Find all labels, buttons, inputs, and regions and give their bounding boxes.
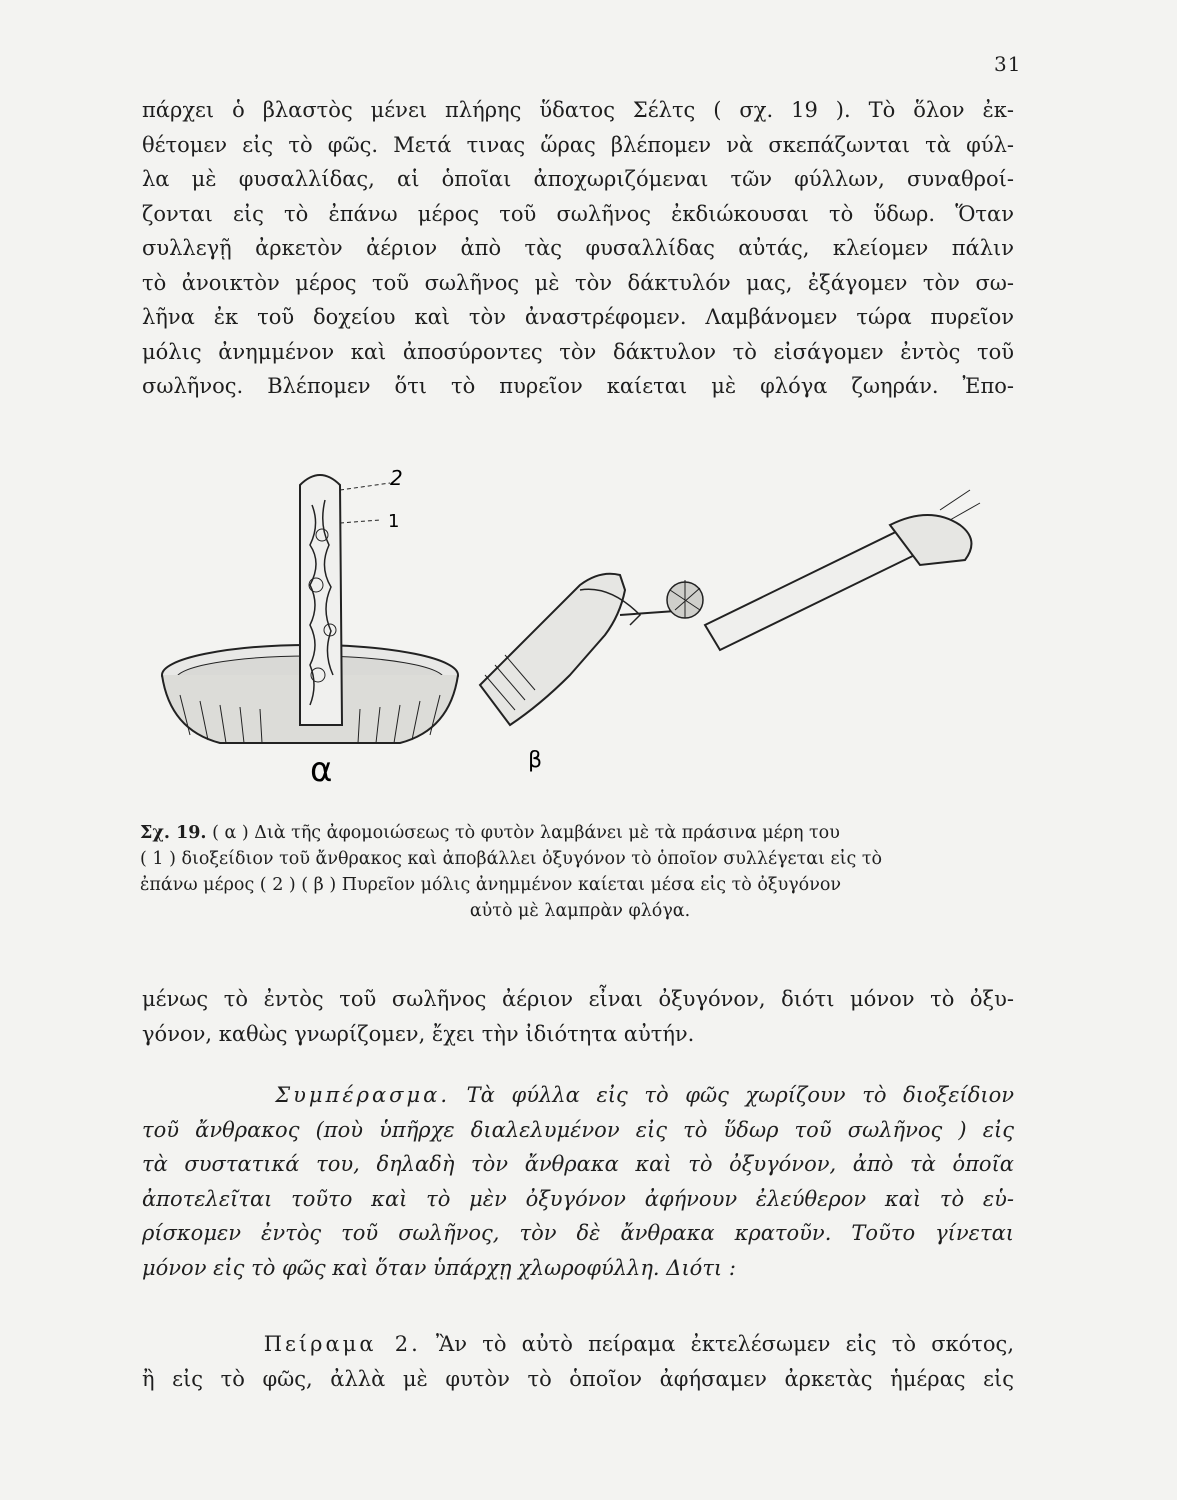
text-line: λα μὲ φυσαλλίδας, αἱ ὁποῖαι ἀποχωριζόμεναι τῶν φύλλων, συναθροί- xyxy=(142,167,1014,191)
text-line: ἀποτελεῖται τοῦτο καὶ τὸ μὲν ὀξυγόνον ἀφήνουν ἐλεύθερον καὶ τὸ εὑ- xyxy=(142,1186,1014,1211)
page-number: 31 xyxy=(994,52,1022,76)
text-line: μόνον εἰς τὸ φῶς καὶ ὅταν ὑπάρχῃ χλωροφύλλη. Διότι : xyxy=(142,1255,736,1280)
caption-line: ἐπάνω μέρος ( 2 ) ( β ) Πυρεῖον μόλις ἀνημμένον καίεται μέσα εἰς τὸ ὀξυγόνον xyxy=(140,875,842,895)
caption-line: Σχ. 19. ( α ) Διὰ τῆς ἀφομοιώσεως τὸ φυτὸν λαμβάνει μὲ τὰ πράσινα μέρη του xyxy=(140,823,840,843)
experiment2-paragraph xyxy=(142,1327,1014,1396)
text-line: θέτομεν εἰς τὸ φῶς. Μετά τινας ὥρας βλέπομεν νὰ σκεπάζωνται τὰ φύλ- xyxy=(142,132,1014,157)
caption-line: αὐτὸ μὲ λαμπρὰν φλόγα. xyxy=(469,901,691,921)
figure-label-2: 2 xyxy=(390,466,403,490)
paragraph-top xyxy=(142,93,1014,404)
figure-illustration xyxy=(150,465,1020,805)
text-line: μόλις ἀνημμένον καὶ ἀποσύροντες τὸν δάκτυλον τὸ εἰσάγομεν ἐντὸς τοῦ xyxy=(142,339,1014,364)
text-line: ζονται εἰς τὸ ἐπάνω μέρος τοῦ σωλῆνος ἐκδιώκουσαι τὸ ὕδωρ. Ὅταν xyxy=(142,201,1014,226)
text-line: τοῦ ἄνθρακος (ποὺ ὑπῆρχε διαλελυμένον εἰς τὸ ὕδωρ τοῦ σωλῆνος ) εἰς xyxy=(142,1117,1014,1142)
text-line: τὸ ἀνοικτὸν μέρος τοῦ σωλῆνος μὲ τὸν δάκτυλόν μας, ἐξάγομεν τὸν σω- xyxy=(142,270,1014,295)
text-line: συλλεγῇ ἀρκετὸν ἀέριον ἀπὸ τὰς φυσαλλίδας αὐτάς, κλείομεν πάλιν xyxy=(142,236,1014,260)
caption-label: Σχ. 19. xyxy=(140,823,207,843)
text-line: γόνον, καθὼς γνωρίζομεν, ἔχει τὴν ἰδιότητα αὐτήν. xyxy=(142,1021,695,1046)
experiment2-heading: Πείραμα 2. xyxy=(263,1332,421,1356)
hands-with-splint-illustration xyxy=(480,490,980,725)
text-line: ἢ εἰς τὸ φῶς, ἀλλὰ μὲ φυτὸν τὸ ὁποῖον ἀφήσαμεν ἀρκετὰς ἡμέρας εἰς xyxy=(142,1366,1014,1391)
figure-label-beta: β xyxy=(528,748,543,773)
paragraph-after-figure xyxy=(142,982,1014,1051)
text-line: πάρχει ὁ βλαστὸς μένει πλήρης ὕδατος Σέλτς ( σχ. 19 ). Τὸ ὅλον ἐκ- xyxy=(142,98,1014,122)
figure-label-alpha: α xyxy=(310,750,333,790)
figure-label-1: 1 xyxy=(388,511,400,532)
text-line: Συμπέρασμα. Τὰ φύλλα εἰς τὸ φῶς χωρίζουν τὸ διοξείδιον xyxy=(275,1083,1014,1107)
text-line: σωλῆνος. Βλέπομεν ὅτι τὸ πυρεῖον καίεται μὲ φλόγα ζωηράν. Ἐπο- xyxy=(142,374,1014,398)
text-line: Πείραμα 2. Ἂν τὸ αὐτὸ πείραμα ἐκτελέσωμεν εἰς τὸ σκότος, xyxy=(263,1332,1014,1356)
conclusion-paragraph xyxy=(142,1078,1014,1285)
text-line: λῆνα ἐκ τοῦ δοχείου καὶ τὸν ἀναστρέφομεν. Λαμβάνομεν τώρα πυρεῖον xyxy=(142,305,1014,329)
figure-caption xyxy=(140,820,1020,924)
conclusion-heading: Συμπέρασμα. xyxy=(275,1083,450,1107)
text-line: μένως τὸ ἐντὸς τοῦ σωλῆνος ἀέριον εἶναι ὀξυγόνον, διότι μόνον τὸ ὀξυ- xyxy=(142,987,1014,1011)
text-line: ρίσκομεν ἐντὸς τοῦ σωλῆνος, τὸν δὲ ἄνθρακα κρατοῦν. Τοῦτο γίνεται xyxy=(142,1221,1014,1245)
caption-line: ( 1 ) διοξείδιον τοῦ ἄνθρακος καὶ ἀποβάλλει ὀξυγόνον τὸ ὁποῖον συλλέγεται εἰς τὸ xyxy=(140,849,883,869)
text-line: τὰ συστατικά του, δηλαδὴ τὸν ἄνθρακα καὶ τὸ ὀξυγόνον, ἀπὸ τὰ ὁποῖα xyxy=(142,1152,1014,1176)
